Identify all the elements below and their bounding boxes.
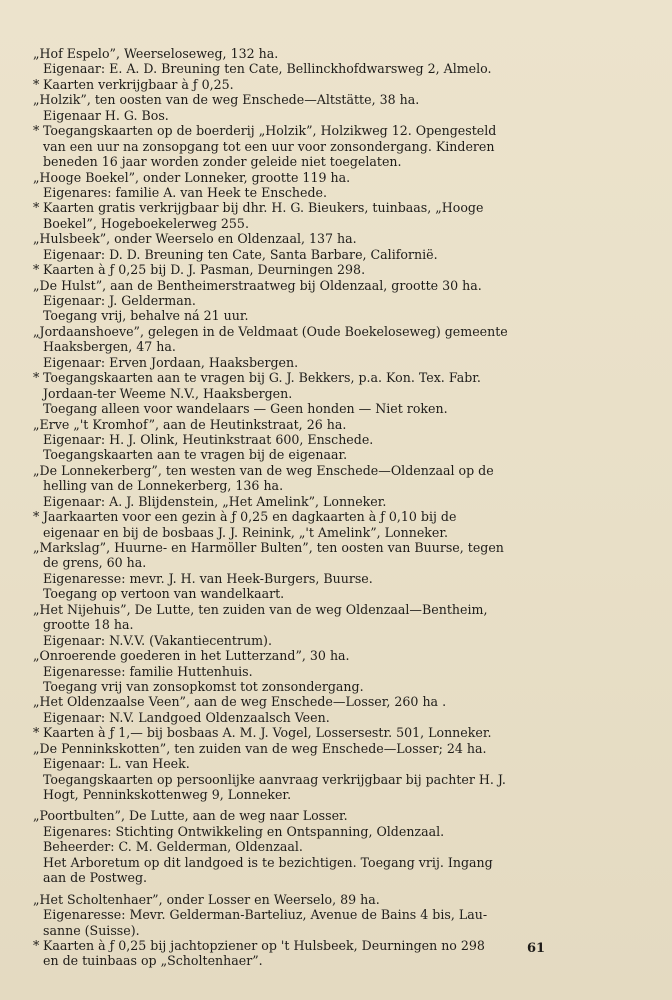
detail-line bbox=[33, 870, 553, 885]
line-text: Het Arboretum op dit landgoed is te bezichtigen. Toegang vrij. Ingang bbox=[43, 854, 493, 870]
estate-entry bbox=[33, 170, 553, 232]
line-text: „Onroerende goederen in het Lutterzand”, 30 ha. bbox=[33, 648, 350, 664]
line-text: Eigenaresse: mevr. J. H. van Heek-Burgers, Buurse. bbox=[43, 570, 373, 586]
line-text: Eigenaresse: familie Huttenhuis. bbox=[43, 663, 253, 679]
estate-heading-line bbox=[33, 231, 553, 246]
line-text: Boekel”, Hogeboekelerweg 255. bbox=[43, 215, 249, 231]
line-text: Eigenaar: N.V. Landgoed Oldenzaalsch Veen. bbox=[43, 709, 330, 725]
detail-line bbox=[33, 386, 553, 401]
ticket-info-line bbox=[33, 509, 553, 524]
line-text: „Het Oldenzaalse Veen”, aan de weg Enschede—Losser, 260 ha . bbox=[33, 694, 447, 710]
line-text: Eigenaar: Erven Jordaan, Haaksbergen. bbox=[43, 354, 299, 370]
detail-line bbox=[33, 247, 553, 262]
ticket-info-line bbox=[33, 725, 553, 740]
detail-line bbox=[33, 824, 553, 839]
detail-line bbox=[33, 355, 553, 370]
ticket-info-line bbox=[33, 938, 553, 953]
estate-heading-line bbox=[33, 324, 553, 339]
line-text: Toegang op vertoon van wandelkaart. bbox=[43, 586, 285, 602]
line-text: sanne (Suisse). bbox=[43, 922, 140, 938]
asterisk-marker: * bbox=[33, 123, 40, 139]
line-text: Eigenares: familie A. van Heek te Enschede. bbox=[43, 184, 327, 200]
estate-heading-line bbox=[33, 92, 553, 107]
line-text: Eigenaresse: Mevr. Gelderman-Barteliuz, Avenue de Bains 4 bis, Lau- bbox=[43, 907, 488, 923]
line-text: Kaarten à ƒ 1,— bij bosbaas A. M. J. Vogel, Lossersestr. 501, Lonneker. bbox=[43, 725, 492, 741]
line-text: „Het Scholtenhaer”, onder Losser en Weerselo, 89 ha. bbox=[33, 891, 380, 907]
line-text: beneden 16 jaar worden zonder geleide niet toegelaten. bbox=[43, 154, 402, 170]
estate-list bbox=[33, 46, 553, 969]
line-text: Eigenaar: L. van Heek. bbox=[43, 756, 190, 772]
detail-line bbox=[33, 855, 553, 870]
line-text: „Hof Espelo”, Weerseloseweg, 132 ha. bbox=[33, 46, 279, 61]
ticket-info-line bbox=[33, 123, 553, 138]
line-text: Kaarten à ƒ 0,25 bij jachtopziener op 't Hulsbeek, Deurningen no 298 bbox=[43, 937, 485, 953]
estate-entry bbox=[33, 602, 553, 648]
estate-entry bbox=[33, 892, 553, 969]
estate-entry bbox=[33, 694, 553, 740]
line-text: „Hulsbeek”, onder Weerselo en Oldenzaal, 137 ha. bbox=[33, 231, 357, 247]
detail-line bbox=[33, 108, 553, 123]
detail-line bbox=[33, 61, 553, 76]
line-text: „De Lonnekerberg”, ten westen van de weg Enschede—Oldenzaal op de bbox=[33, 462, 494, 478]
ticket-info-line bbox=[33, 77, 553, 92]
estate-entry bbox=[33, 463, 553, 540]
asterisk-marker: * bbox=[33, 509, 40, 525]
detail-line bbox=[33, 923, 553, 938]
asterisk-marker: * bbox=[33, 76, 40, 92]
line-text: „Poortbulten”, De Lutte, aan de weg naar Losser. bbox=[33, 808, 348, 824]
line-text: Hogt, Penninkskottenweg 9, Lonneker. bbox=[43, 787, 292, 802]
line-text: Jaarkaarten voor een gezin à ƒ 0,25 en dagkaarten à ƒ 0,10 bij de bbox=[43, 509, 457, 525]
line-text: Eigenaar: H. J. Olink, Heutinkstraat 600, Enschede. bbox=[43, 431, 374, 447]
detail-line bbox=[33, 586, 553, 601]
detail-line bbox=[33, 953, 553, 968]
line-text: Toegangskaarten aan te vragen bij de eigenaar. bbox=[43, 447, 348, 463]
detail-line bbox=[33, 478, 553, 493]
ticket-info-line bbox=[33, 370, 553, 385]
line-text: Jordaan-ter Weeme N.V., Haaksbergen. bbox=[43, 385, 293, 401]
estate-heading-line bbox=[33, 417, 553, 432]
asterisk-marker: * bbox=[33, 370, 40, 386]
estate-heading-line bbox=[33, 46, 553, 61]
detail-line bbox=[33, 555, 553, 570]
estate-heading-line bbox=[33, 741, 553, 756]
estate-entry bbox=[33, 92, 553, 169]
asterisk-marker: * bbox=[33, 937, 40, 953]
estate-heading-line bbox=[33, 278, 553, 293]
detail-line bbox=[33, 216, 553, 231]
detail-line bbox=[33, 447, 553, 462]
detail-line bbox=[33, 756, 553, 771]
line-text: „De Penninkskotten”, ten zuiden van de weg Enschede—Losser; 24 ha. bbox=[33, 740, 487, 756]
detail-line bbox=[33, 339, 553, 354]
estate-heading-line bbox=[33, 602, 553, 617]
ticket-info-line bbox=[33, 262, 553, 277]
detail-line bbox=[33, 139, 553, 154]
detail-line bbox=[33, 710, 553, 725]
line-text: Eigenaar: E. A. D. Breuning ten Cate, Bellinckhofdwarsweg 2, Almelo. bbox=[43, 61, 492, 77]
line-text: grootte 18 ha. bbox=[43, 617, 134, 633]
line-text: Eigenaar: J. Gelderman. bbox=[43, 293, 196, 308]
estate-heading-line bbox=[33, 694, 553, 709]
line-text: Eigenaar H. G. Bos. bbox=[43, 107, 169, 123]
line-text: „De Hulst”, aan de Bentheimerstraatweg bij Oldenzaal, grootte 30 ha. bbox=[33, 277, 482, 293]
line-text: Kaarten à ƒ 0,25 bij D. J. Pasman, Deurningen 298. bbox=[43, 262, 366, 278]
line-text: „Erve „'t Kromhof”, aan de Heutinkstraat, 26 ha. bbox=[33, 416, 347, 432]
line-text: Eigenares: Stichting Ontwikkeling en Ontspanning, Oldenzaal. bbox=[43, 823, 445, 839]
line-text: Eigenaar: N.V.V. (Vakantiecentrum). bbox=[43, 632, 272, 648]
line-text: „Holzik”, ten oosten van de weg Enschede—Altstätte, 38 ha. bbox=[33, 92, 420, 108]
detail-line bbox=[33, 787, 553, 802]
estate-entry bbox=[33, 231, 553, 277]
estate-entry bbox=[33, 808, 553, 885]
line-text: en de tuinbaas op „Scholtenhaer”. bbox=[43, 953, 263, 969]
detail-line bbox=[33, 401, 553, 416]
line-text: „Het Nijehuis”, De Lutte, ten zuiden van de weg Oldenzaal—Bentheim, bbox=[33, 601, 488, 617]
estate-entry bbox=[33, 417, 553, 463]
estate-entry bbox=[33, 540, 553, 602]
line-text: Beheerder: C. M. Gelderman, Oldenzaal. bbox=[43, 839, 303, 855]
line-text: Toegangskaarten op persoonlijke aanvraag verkrijgbaar bij pachter H. J. bbox=[43, 771, 506, 787]
estate-heading-line bbox=[33, 170, 553, 185]
detail-line bbox=[33, 432, 553, 447]
estate-entry bbox=[33, 741, 553, 803]
line-text: aan de Postweg. bbox=[43, 870, 148, 886]
line-text: „Jordaanshoeve”, gelegen in de Veldmaat (Oude Boekeloseweg) gemeente bbox=[33, 323, 508, 339]
ticket-info-line bbox=[33, 200, 553, 215]
line-text: „Markslag”, Huurne- en Harmöller Bulten”, ten oosten van Buurse, tegen bbox=[33, 540, 504, 555]
detail-line bbox=[33, 839, 553, 854]
detail-line bbox=[33, 494, 553, 509]
estate-entry bbox=[33, 46, 553, 92]
detail-line bbox=[33, 664, 553, 679]
line-text: Kaarten verkrijgbaar à ƒ 0,25. bbox=[43, 76, 234, 92]
estate-entry bbox=[33, 278, 553, 324]
detail-line bbox=[33, 571, 553, 586]
line-text: Toegang vrij van zonsopkomst tot zonsondergang. bbox=[43, 678, 364, 694]
estate-entry bbox=[33, 648, 553, 694]
detail-line bbox=[33, 907, 553, 922]
detail-line bbox=[33, 633, 553, 648]
detail-line bbox=[33, 679, 553, 694]
estate-heading-line bbox=[33, 540, 553, 555]
detail-line bbox=[33, 293, 553, 308]
estate-heading-line bbox=[33, 892, 553, 907]
line-text: Toegang alleen voor wandelaars — Geen honden — Niet roken. bbox=[43, 401, 448, 417]
line-text: eigenaar en bij de bosbaas J. J. Reinink, „'t Amelink”, Lonneker. bbox=[43, 524, 449, 540]
line-text: Kaarten gratis verkrijgbaar bij dhr. H. G. Bieukers, tuinbaas, „Hooge bbox=[43, 200, 484, 216]
asterisk-marker: * bbox=[33, 200, 40, 216]
page-number: 61 bbox=[527, 941, 546, 956]
line-text: Toegang vrij, behalve ná 21 uur. bbox=[43, 308, 249, 324]
line-text: Haaksbergen, 47 ha. bbox=[43, 339, 176, 355]
detail-line bbox=[33, 617, 553, 632]
line-text: „Hooge Boekel”, onder Lonneker, grootte 119 ha. bbox=[33, 169, 351, 185]
detail-line bbox=[33, 154, 553, 169]
detail-line bbox=[33, 525, 553, 540]
line-text: Toegangskaarten aan te vragen bij G. J. Bekkers, p.a. Kon. Tex. Fabr. bbox=[43, 370, 481, 386]
detail-line bbox=[33, 772, 553, 787]
line-text: helling van de Lonnekerberg, 136 ha. bbox=[43, 478, 284, 494]
estate-heading-line bbox=[33, 463, 553, 478]
asterisk-marker: * bbox=[33, 725, 40, 741]
detail-line bbox=[33, 185, 553, 200]
line-text: de grens, 60 ha. bbox=[43, 555, 147, 571]
estate-entry bbox=[33, 324, 553, 417]
line-text: Toegangskaarten op de boerderij „Holzik”, Holzikweg 12. Opengesteld bbox=[43, 123, 497, 139]
line-text: van een uur na zonsopgang tot een uur voor zonsondergang. Kinderen bbox=[43, 138, 495, 154]
estate-heading-line bbox=[33, 808, 553, 823]
line-text: Eigenaar: D. D. Breuning ten Cate, Santa Barbare, Californië. bbox=[43, 246, 438, 262]
estate-heading-line bbox=[33, 648, 553, 663]
line-text: Eigenaar: A. J. Blijdenstein, „Het Amelink”, Lonneker. bbox=[43, 493, 387, 509]
detail-line bbox=[33, 308, 553, 323]
asterisk-marker: * bbox=[33, 262, 40, 278]
